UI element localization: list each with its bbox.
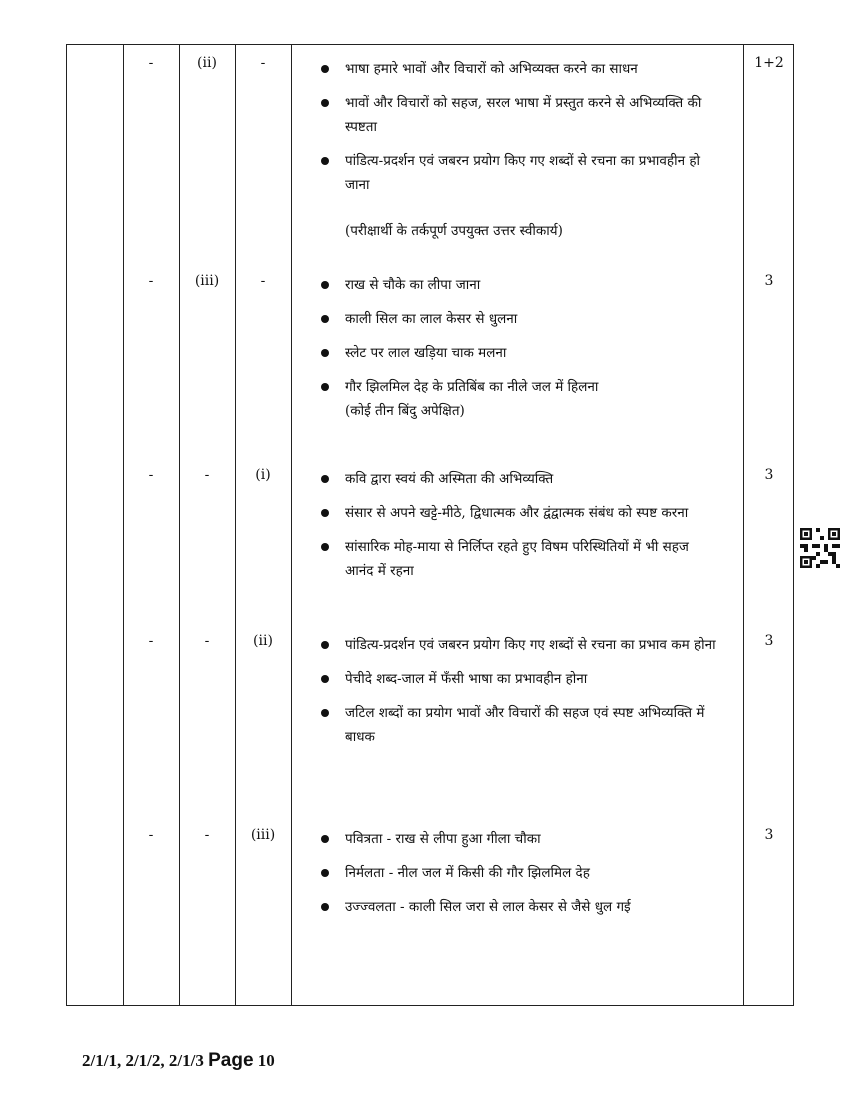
marks-value: 3 bbox=[764, 467, 774, 483]
answer-points bbox=[319, 467, 719, 593]
answer-point: सांसारिक मोह-माया से निर्लिप्त रहते हुए विषम परिस्थितियों में भी सहज आनंद में रहना bbox=[319, 535, 719, 583]
question-number: - bbox=[148, 827, 154, 843]
answer-point: भावों और विचारों को सहज, सरल भाषा में प्रस्तुत करने से अभिव्यक्ति की स्पष्टता bbox=[319, 91, 719, 139]
column-divider bbox=[179, 45, 180, 1005]
answer-point: संसार से अपने खट्टे-मीठे, द्विधात्मक और द्वंद्वात्मक संबंध को स्पष्ट करना bbox=[319, 501, 719, 525]
sub-sub-question-number: (i) bbox=[255, 467, 271, 483]
question-number: - bbox=[148, 633, 154, 649]
sub-sub-question-number: - bbox=[260, 273, 266, 289]
paper-codes: 2/1/1, 2/1/2, 2/1/3 bbox=[82, 1051, 204, 1070]
evaluator-note: (परीक्षार्थी के तर्कपूर्ण उपयुक्त उत्तर स्वीकार्य) bbox=[345, 223, 563, 239]
marks-value: 1+2 bbox=[754, 55, 784, 71]
sub-sub-question-number: (iii) bbox=[250, 827, 276, 843]
answer-points bbox=[319, 57, 719, 207]
page-number: 10 bbox=[257, 1051, 275, 1070]
answer-point: जटिल शब्दों का प्रयोग भावों और विचारों की सहज एवं स्पष्ट अभिव्यक्ति में बाधक bbox=[319, 701, 719, 749]
column-divider bbox=[123, 45, 124, 1005]
question-number: - bbox=[148, 467, 154, 483]
marking-scheme-table bbox=[66, 44, 794, 1006]
answer-point: उज्ज्वलता - काली सिल जरा से लाल केसर से जैसे धुल गई bbox=[319, 895, 719, 919]
answer-point: निर्मलता - नील जल में किसी की गौर झिलमिल देह bbox=[319, 861, 719, 885]
answer-point: पेचीदे शब्द-जाल में फँसी भाषा का प्रभावहीन होना bbox=[319, 667, 719, 691]
sub-question-number: - bbox=[204, 467, 210, 483]
sub-question-number: (ii) bbox=[197, 55, 217, 71]
column-divider bbox=[291, 45, 292, 1005]
answer-point: पवित्रता - राख से लीपा हुआ गीला चौका bbox=[319, 827, 719, 851]
column-divider bbox=[235, 45, 236, 1005]
question-number: - bbox=[148, 55, 154, 71]
answer-point: राख से चौके का लीपा जाना bbox=[319, 273, 719, 297]
marks-value: 3 bbox=[764, 827, 774, 843]
answer-point: पांडित्य-प्रदर्शन एवं जबरन प्रयोग किए गए शब्दों से रचना का प्रभावहीन हो जाना bbox=[319, 149, 719, 197]
answer-point: कवि द्वारा स्वयं की अस्मिता की अभिव्यक्ति bbox=[319, 467, 719, 491]
sub-question-number: - bbox=[204, 633, 210, 649]
sub-sub-question-number: (ii) bbox=[253, 633, 273, 649]
marks-value: 3 bbox=[764, 633, 774, 649]
answer-points bbox=[319, 273, 719, 409]
sub-sub-question-number: - bbox=[260, 55, 266, 71]
column-divider bbox=[743, 45, 744, 1005]
marks-value: 3 bbox=[764, 273, 774, 289]
qr-code-icon bbox=[800, 528, 840, 568]
page-label: Page bbox=[208, 1050, 254, 1071]
answer-points bbox=[319, 827, 719, 929]
answer-point: भाषा हमारे भावों और विचारों को अभिव्यक्त करने का साधन bbox=[319, 57, 719, 81]
answer-point: काली सिल का लाल केसर से धुलना bbox=[319, 307, 719, 331]
answer-point: स्लेट पर लाल खड़िया चाक मलना bbox=[319, 341, 719, 365]
page-footer bbox=[82, 1050, 275, 1072]
answer-point: गौर झिलमिल देह के प्रतिबिंब का नीले जल में हिलना bbox=[319, 375, 719, 399]
sub-question-number: - bbox=[204, 827, 210, 843]
answer-point: पांडित्य-प्रदर्शन एवं जबरन प्रयोग किए गए शब्दों से रचना का प्रभाव कम होना bbox=[319, 633, 719, 657]
evaluator-note: (कोई तीन बिंदु अपेक्षित) bbox=[345, 403, 465, 419]
sub-question-number: (iii) bbox=[194, 273, 220, 289]
question-number: - bbox=[148, 273, 154, 289]
answer-points bbox=[319, 633, 719, 759]
